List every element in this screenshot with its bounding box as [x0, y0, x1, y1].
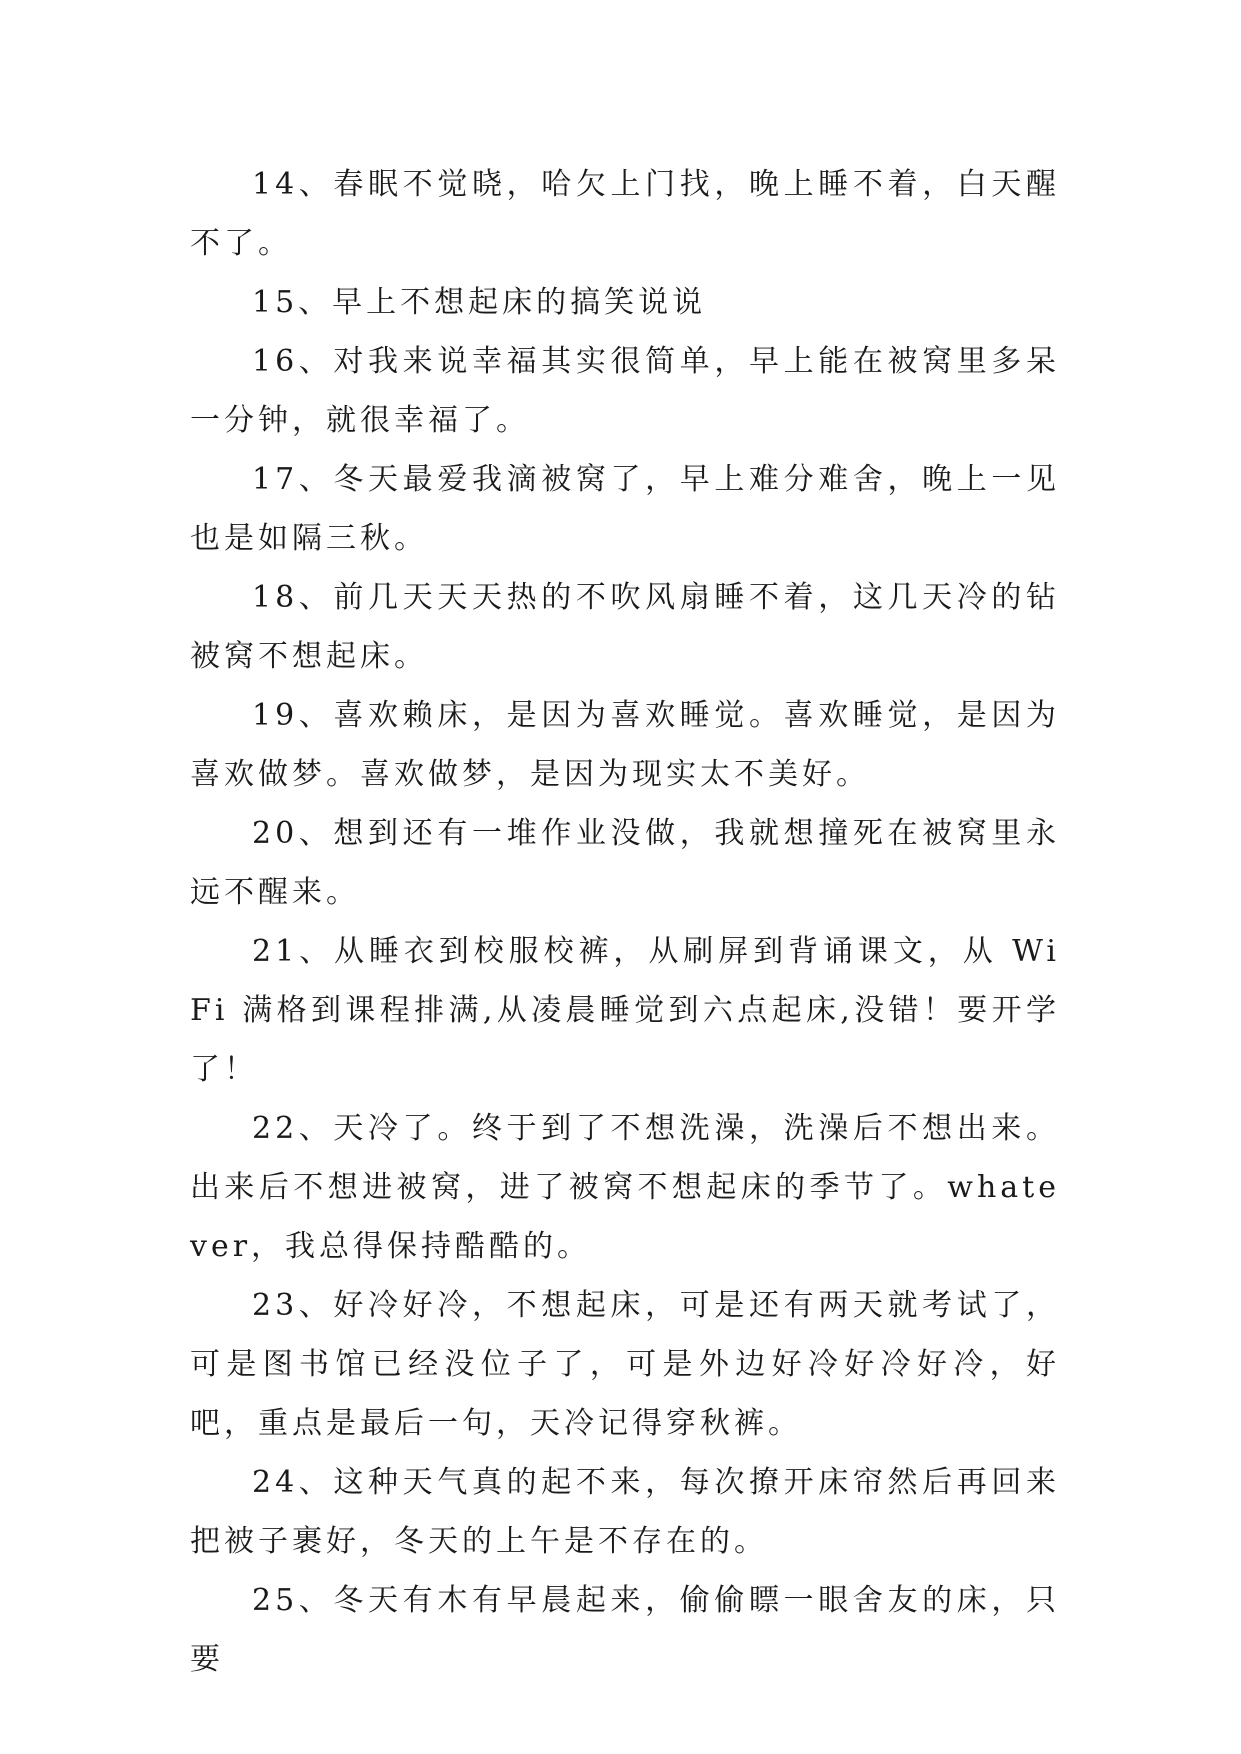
paragraph-19: 19、喜欢赖床，是因为喜欢睡觉。喜欢睡觉，是因为喜欢做梦。喜欢做梦，是因为现实太不美好。	[190, 698, 1060, 792]
paragraph-20: 20、想到还有一堆作业没做，我就想撞死在被窝里永远不醒来。	[190, 816, 1060, 910]
paragraph-23: 23、好冷好冷，不想起床，可是还有两天就考试了，可是图书馆已经没位子了，可是外边好冷好冷好冷，好吧，重点是最后一句，天冷记得穿秋裤。	[190, 1288, 1060, 1441]
paragraph-18: 18、前几天天天热的不吹风扇睡不着，这几天冷的钻被窝不想起床。	[190, 580, 1060, 674]
paragraph-25: 25、冬天有木有早晨起来，偷偷瞟一眼舍友的床，只要	[190, 1583, 1060, 1677]
document-body	[190, 155, 1060, 1689]
paragraph-16: 16、对我来说幸福其实很简单，早上能在被窝里多呆一分钟，就很幸福了。	[190, 344, 1060, 438]
paragraph-14: 14、春眠不觉晓，哈欠上门找，晚上睡不着，白天醒不了。	[190, 167, 1060, 261]
paragraph-24: 24、这种天气真的起不来，每次撩开床帘然后再回来把被子裹好，冬天的上午是不存在的。	[190, 1465, 1060, 1559]
paragraph-17: 17、冬天最爱我滴被窝了，早上难分难舍，晚上一见也是如隔三秋。	[190, 462, 1060, 556]
paragraph-22: 22、天冷了。终于到了不想洗澡，洗澡后不想出来。出来后不想进被窝，进了被窝不想起床的季节了。whatever，我总得保持酷酷的。	[190, 1111, 1060, 1264]
paragraph-21: 21、从睡衣到校服校裤，从刷屏到背诵课文，从 WiFi 满格到课程排满,从凌晨睡觉到六点起床,没错！要开学了！	[190, 934, 1060, 1087]
paragraph-15: 15、早上不想起床的搞笑说说	[252, 285, 707, 320]
